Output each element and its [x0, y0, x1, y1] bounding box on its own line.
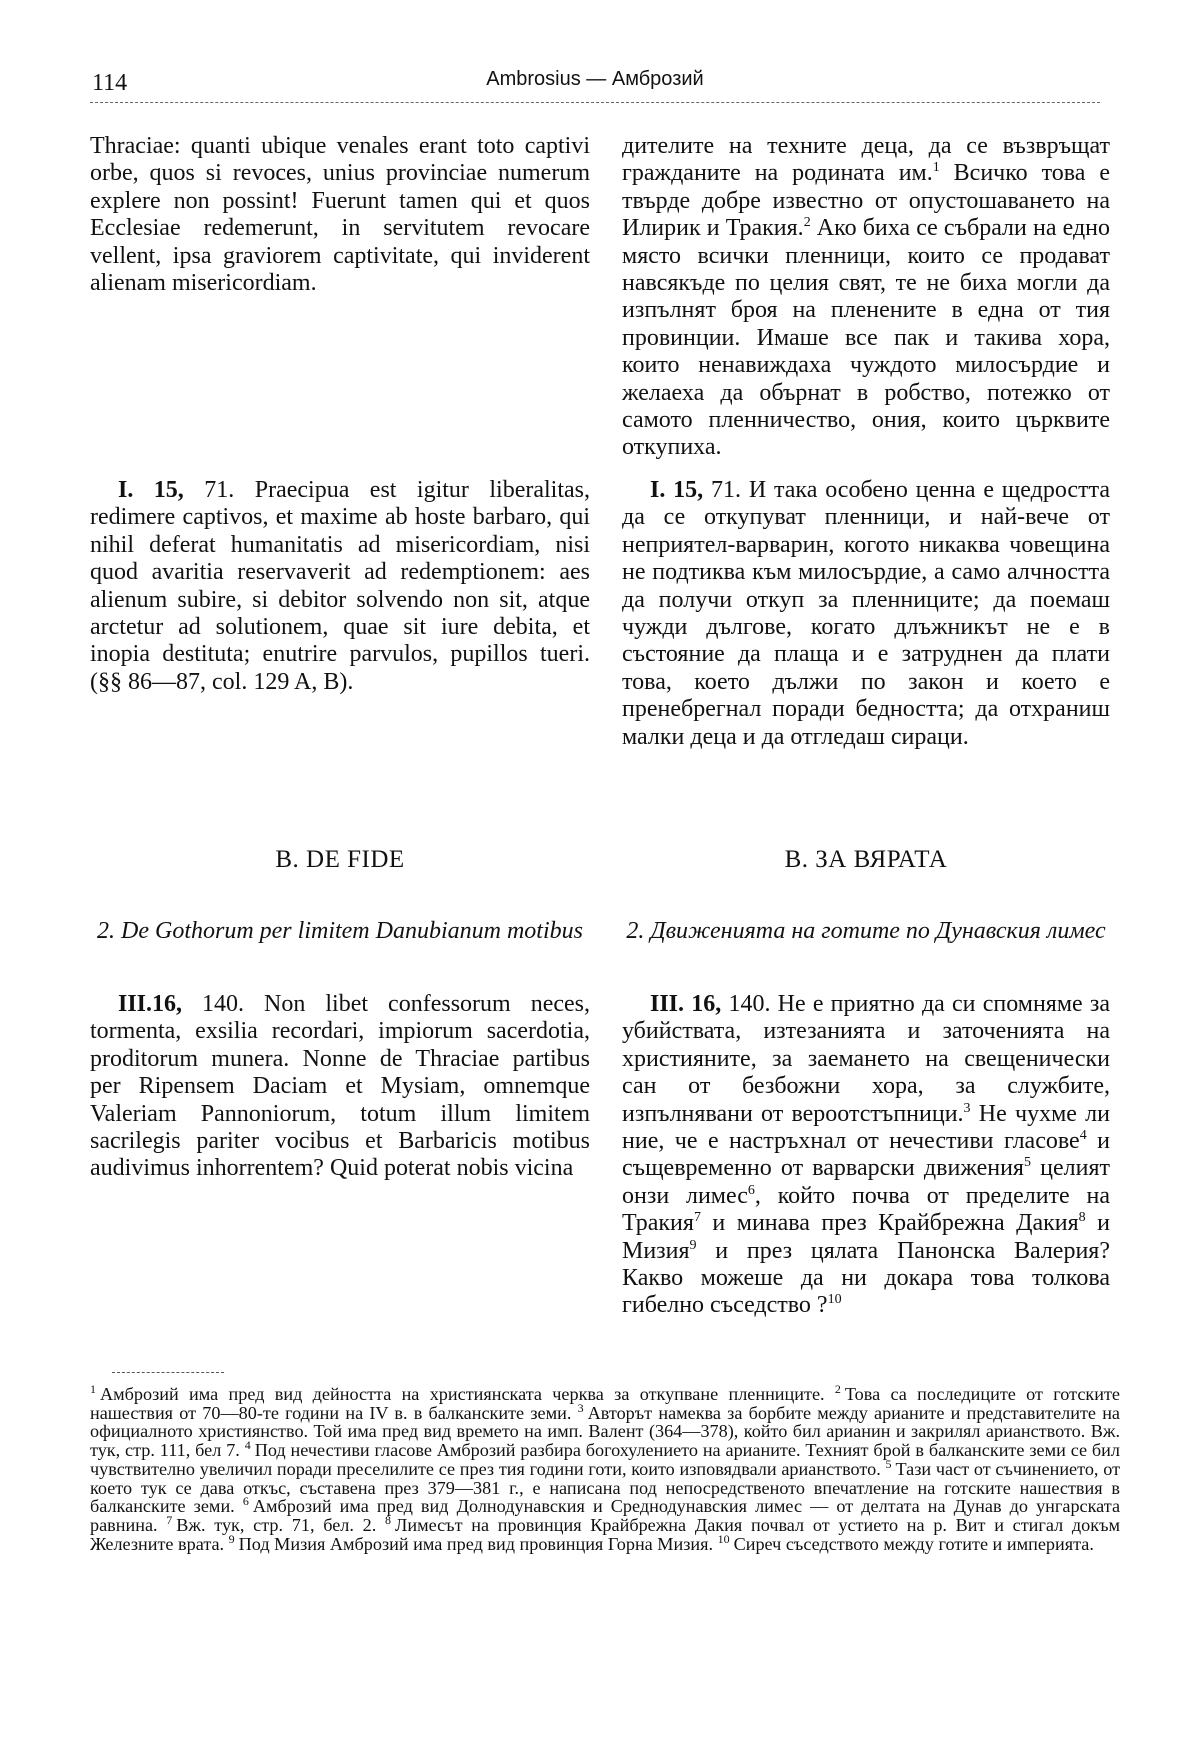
- page-number: 114: [92, 70, 128, 96]
- note-ref-7: 7: [693, 1210, 701, 1226]
- footnote-text: Лимесът на провинция Крайбрежна Дакия почвал от устието на р. Вит и стигал докъм Железните врата.: [90, 1514, 1120, 1554]
- note-ref-10: 10: [827, 1292, 842, 1308]
- latin-p2-text: 71. Praecipua est igitur liberalitas, redimere captivos, et maxime ab hoste barbaro, qui nihil deferat humanitatis ad misericordiam, nisi quod avaritia reservaverit ad redemptionem: aes alienum subire, si debitor solvendo non sit, atque arctetur ad solutionem, quae sit iure debita, et inopia destituta; enutrire parvulos, pupillos tueri. (§§ 86—87, col. 129 A, B).: [90, 477, 591, 695]
- bulgarian-subsection-title: 2. Движенията на готите по Дунавския лимес: [626, 918, 1106, 944]
- latin-paragraph-2: [90, 477, 590, 696]
- footnote-number: 9: [228, 1531, 235, 1546]
- page-header: [90, 64, 1100, 104]
- footnote-number: 7: [166, 1512, 173, 1527]
- footnote-9: [228, 1531, 714, 1554]
- footnotes: [90, 1381, 1121, 1554]
- bulgarian-p1: [622, 133, 1110, 462]
- latin-p2: [90, 477, 590, 696]
- bulgarian-p3-text-e: , който почва от пределите на Тракия: [622, 1182, 1111, 1237]
- footnote-text: Амброзий има пред вид Долнодунавския и Среднодунавския лимес — от делтата на Дунав до унгарската равнина.: [90, 1496, 1121, 1535]
- bulgarian-p3-text-f: и минава през Крайбрежна Дакия: [700, 1210, 1079, 1237]
- latin-paragraph-1: [90, 133, 590, 297]
- bulgarian-p2-text: 71. И така особено ценна е щедростта да се откупуват пленници, и най-вече от неприятел-варварин, когото никаква човещина не подтиква към милосърдие, а само алчността да получи откуп за пленниците; да поемаш чужди дългове, когато длъжникът не е в състояние да плаща и е затруднен да плати това, което дължи по закон и което е пренебрегнал поради бедността; да отхраниш малки деца и да отгледаш сираци.: [622, 477, 1110, 750]
- bulgarian-p1-text-c: Ако биха се събрали на едно място всички пленници, които се продават навсякъде по целия свят, те не биха могли да изпълнят броя на пленените в една от тия провинции. Имаше все пак и такива хора, които ненавиждаха чуждото милосърдие и желаеха да обърнат в робство, потежко от самото пленничество, ония, които църквите откупиха.: [622, 215, 1110, 461]
- footnote-number: 2: [834, 1381, 841, 1396]
- latin-p1-text: Thraciae: quanti ubique venales erant toto captivi orbe, quos si revoces, unius provinciae numerum explere non possint! Fuerunt tamen qui et quos Ecclesiae redemerunt, in servitutem revocare vellent, ipsa graviorem captivitate, qui inviderent alienam misericordiam.: [90, 133, 590, 297]
- bulgarian-paragraph-3: [622, 991, 1110, 1320]
- note-ref-1: 1: [932, 160, 940, 176]
- footnote-number: 1: [90, 1381, 96, 1396]
- bulgarian-p3-text-a: 140. Не е приятно да си спомняме за убийствата, изтезанията и заточенията на християните, за заемането на свещенически сан от безбожни хора, за службите, изпълнявани от вероотстъпници.: [622, 991, 1110, 1127]
- footnote-text: Тази част от съчинението, от което тук се дава откъс, съставена през 379—381 г., е написана под непосредственото впечатление на готските нашествия в балканските земи.: [90, 1458, 1121, 1517]
- header-rule: [90, 102, 1100, 103]
- footnote-number: 5: [885, 1456, 892, 1471]
- bulgarian-p2-reference: I. 15,: [650, 477, 704, 503]
- latin-paragraph-3: [90, 991, 590, 1183]
- bulgarian-p3-text-b: Не чухме ли ние, че е настръхнал от нечестиви гласове: [622, 1100, 1111, 1155]
- bulgarian-paragraph-1: [622, 133, 1110, 462]
- bulgarian-p3-text-c: и същевременно от варварски движения: [622, 1128, 1111, 1182]
- bulgarian-p3-reference: III. 16,: [650, 991, 722, 1017]
- bulgarian-p3-text-h: и през цялата Панонска Валерия? Какво можеше да ни докара това толкова гибелно съседство ?: [622, 1237, 1110, 1319]
- latin-p2-reference: I. 15,: [118, 477, 184, 503]
- bulgarian-paragraph-2: [622, 477, 1110, 751]
- footnote-1: [90, 1381, 825, 1404]
- latin-p3-reference: III.16,: [118, 991, 183, 1017]
- footnote-rule: [112, 1372, 224, 1373]
- latin-p3: [90, 991, 590, 1183]
- footnote-text: Вж. тук, стр. 71, бел. 2.: [176, 1514, 377, 1535]
- latin-section-title: B. DE FIDE: [275, 846, 405, 873]
- running-title: Ambrosius — Амброзий: [486, 68, 704, 90]
- footnote-number: 4: [244, 1438, 251, 1453]
- footnote-text: Сиреч съседството между готите и империята.: [733, 1533, 1094, 1554]
- footnote-text: Под Мизия Амброзий има пред вид провинция Горна Мизия.: [238, 1533, 714, 1554]
- footnote-text: Това са последиците от готските нашествия от 70—80-те години на IV в. в балканските земи.: [90, 1384, 1120, 1423]
- footnote-7: [166, 1512, 377, 1535]
- footnote-text: Амброзий има пред вид дейността на християнската черква за откупване пленниците.: [100, 1384, 825, 1404]
- footnote-number: 8: [385, 1512, 391, 1527]
- footnote-number: 10: [717, 1531, 730, 1546]
- footnote-number: 6: [242, 1494, 249, 1509]
- footnote-number: 3: [577, 1400, 584, 1415]
- note-ref-5: 5: [1023, 1155, 1031, 1171]
- note-ref-9: 9: [689, 1237, 697, 1253]
- bulgarian-p3-text-d: целият онзи лимес: [622, 1155, 1110, 1209]
- latin-subsection-title: 2. De Gothorum per limitem Danubianum motibus: [97, 918, 583, 944]
- note-ref-6: 6: [747, 1182, 755, 1198]
- bulgarian-p1-text-a: дителите на техните деца, да се възвръщат гражданите на родината им.: [622, 133, 1110, 187]
- bulgarian-p3: [622, 991, 1110, 1320]
- bulgarian-p1-text-b: Всичко това е твърде добре известно от опустошаването на Илирик и Тракия.: [622, 160, 1111, 242]
- bulgarian-section-title: В. ЗА ВЯРАТА: [784, 846, 948, 873]
- footnote-text: Под нечестиви гласове Амброзий разбира богохулението на арианите. Техният брой в балканските земи се бил чувствително увеличил поради преселилите се през тия години готи, които изповядвали арианството.: [90, 1440, 1120, 1479]
- note-ref-4: 4: [1079, 1128, 1087, 1144]
- note-ref-8: 8: [1078, 1210, 1086, 1226]
- footnote-text: Авторът намеква за борбите между арианите и представителите на официалното християнство. Той има пред вид времето на имп. Валент (364—378), който бил арианин и закрилял арианството. Вж. тук, стр. 111, бел 7.: [90, 1402, 1121, 1461]
- bulgarian-p3-text-g: и Мизия: [622, 1210, 1110, 1264]
- note-ref-2: 2: [803, 215, 811, 231]
- note-ref-3: 3: [963, 1100, 971, 1116]
- bulgarian-p2: [622, 477, 1110, 751]
- latin-p3-text: 140. Non libet confessorum neces, tormenta, exsilia recordari, impiorum sacerdotia, proditorum munera. Nonne de Thraciae partibus per Ripensem Daciam et Mysiam, omnemque Valeriam Pannoniorum, totum illum limitem sacrilegis pariter vocibus et Barbaricis motibus audivimus inhorrentem? Quid poterat nobis vicina: [90, 991, 590, 1182]
- footnote-10: [717, 1531, 1094, 1554]
